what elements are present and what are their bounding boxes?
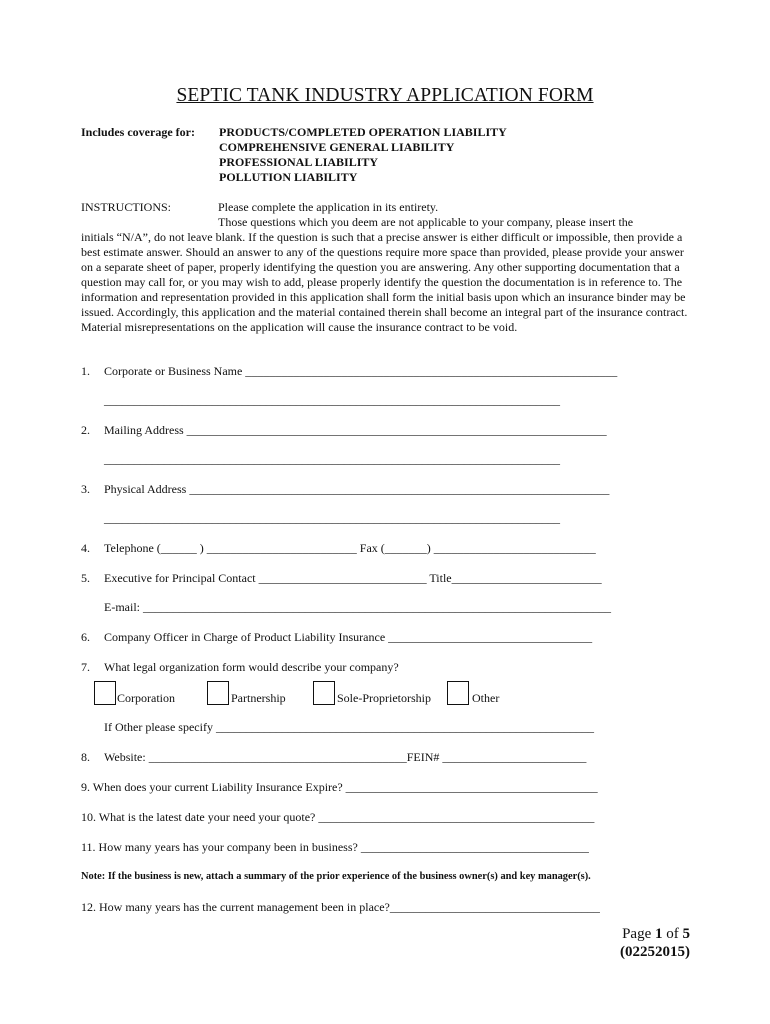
liability-officer-field[interactable]: Company Officer in Charge of Product Liability Insurance __________________________________ xyxy=(104,630,593,644)
corporation-label: Corporation xyxy=(117,691,175,705)
question-number: 7. xyxy=(81,660,90,674)
instructions-line-2: Those questions which you deem are not applicable to your company, please insert the xyxy=(218,215,634,229)
partnership-checkbox[interactable] xyxy=(207,681,229,705)
page-prefix: Page xyxy=(622,926,655,942)
partnership-label: Partnership xyxy=(231,691,286,705)
organization-form-question: What legal organization form would describe your company? xyxy=(104,660,399,674)
question-number: 6. xyxy=(81,630,90,644)
page-number xyxy=(622,926,690,943)
coverage-item: PROFESSIONAL LIABILITY xyxy=(219,155,379,169)
page-of: of xyxy=(662,926,683,942)
form-code: (02252015) xyxy=(620,944,690,960)
management-years-field[interactable]: 12. How many years has the current management been in place?___________________________________ xyxy=(81,900,600,914)
telephone-fax-field[interactable]: Telephone (______ ) _________________________ Fax (_______) ___________________________ xyxy=(104,541,596,555)
page-total: 5 xyxy=(682,926,690,942)
coverage-label: Includes coverage for: xyxy=(81,125,195,139)
email-field[interactable]: E-mail: ______________________________________________________________________________ xyxy=(104,600,611,614)
coverage-list xyxy=(219,125,507,185)
years-in-business-field[interactable]: 11. How many years has your company been in business? ______________________________________ xyxy=(81,840,589,854)
sole-proprietorship-checkbox[interactable] xyxy=(313,681,335,705)
coverage-item: COMPREHENSIVE GENERAL LIABILITY xyxy=(219,140,455,154)
coverage-item: PRODUCTS/COMPLETED OPERATION LIABILITY xyxy=(219,125,507,139)
question-number: 2. xyxy=(81,423,90,437)
question-number: 1. xyxy=(81,364,90,378)
form-title: SEPTIC TANK INDUSTRY APPLICATION FORM xyxy=(176,85,594,106)
insurance-expire-field[interactable]: 9. When does your current Liability Insurance Expire? __________________________________________ xyxy=(81,780,598,794)
sole-proprietorship-label: Sole-Proprietorship xyxy=(337,691,431,705)
physical-address-continuation-field[interactable]: ____________________________________________________________________________ xyxy=(104,511,560,525)
page-current: 1 xyxy=(655,926,663,942)
business-name-field[interactable]: Corporate or Business Name ______________________________________________________________ xyxy=(104,364,618,378)
question-number: 3. xyxy=(81,482,90,496)
instructions-line-1: Please complete the application in its entirety. xyxy=(218,200,439,214)
question-number: 5. xyxy=(81,571,90,585)
quote-date-field[interactable]: 10. What is the latest date your need your quote? ______________________________________________ xyxy=(81,810,595,824)
other-specify-field[interactable]: If Other please specify _______________________________________________________________ xyxy=(104,720,594,734)
other-label: Other xyxy=(472,691,500,705)
mailing-address-continuation-field[interactable]: ____________________________________________________________________________ xyxy=(104,452,560,466)
corporation-checkbox[interactable] xyxy=(94,681,116,705)
physical-address-field[interactable]: Physical Address ______________________________________________________________________ xyxy=(104,482,610,496)
principal-contact-field[interactable]: Executive for Principal Contact ____________________________ Title_________________________ xyxy=(104,571,602,585)
question-number: 8. xyxy=(81,750,90,764)
mailing-address-field[interactable]: Mailing Address ______________________________________________________________________ xyxy=(104,423,607,437)
instructions-body: initials “N/A”, do not leave blank. If the question is such that a precise answer is either difficult or impossible, then provide a best estimate answer. Should an answer to any of the questions require more space than provided, please provide your answer on a separate sheet of paper, properly identifying the question you are answering. Any other supporting documentation that a question may call for, or you may wish to add, please properly identify the question the documentation is in reference to. The information and representation provided in this application shall form the initial basis upon which an insurance binder may be issued. Accordingly, this application and the material contained therein shall become an integral part of the insurance contract. Material misrepresentations on the application will cause the insurance contract to be void. xyxy=(81,230,688,334)
new-business-note: Note: If the business is new, attach a summary of the prior experience of the business owner(s) and key manager(s). xyxy=(81,871,591,882)
question-number: 4. xyxy=(81,541,90,555)
instructions-label: INSTRUCTIONS: xyxy=(81,200,172,214)
other-checkbox[interactable] xyxy=(447,681,469,705)
business-name-continuation-field[interactable]: ____________________________________________________________________________ xyxy=(104,393,560,407)
website-fein-field[interactable]: Website: ___________________________________________FEIN# ________________________ xyxy=(104,750,587,764)
coverage-item: POLLUTION LIABILITY xyxy=(219,170,358,184)
